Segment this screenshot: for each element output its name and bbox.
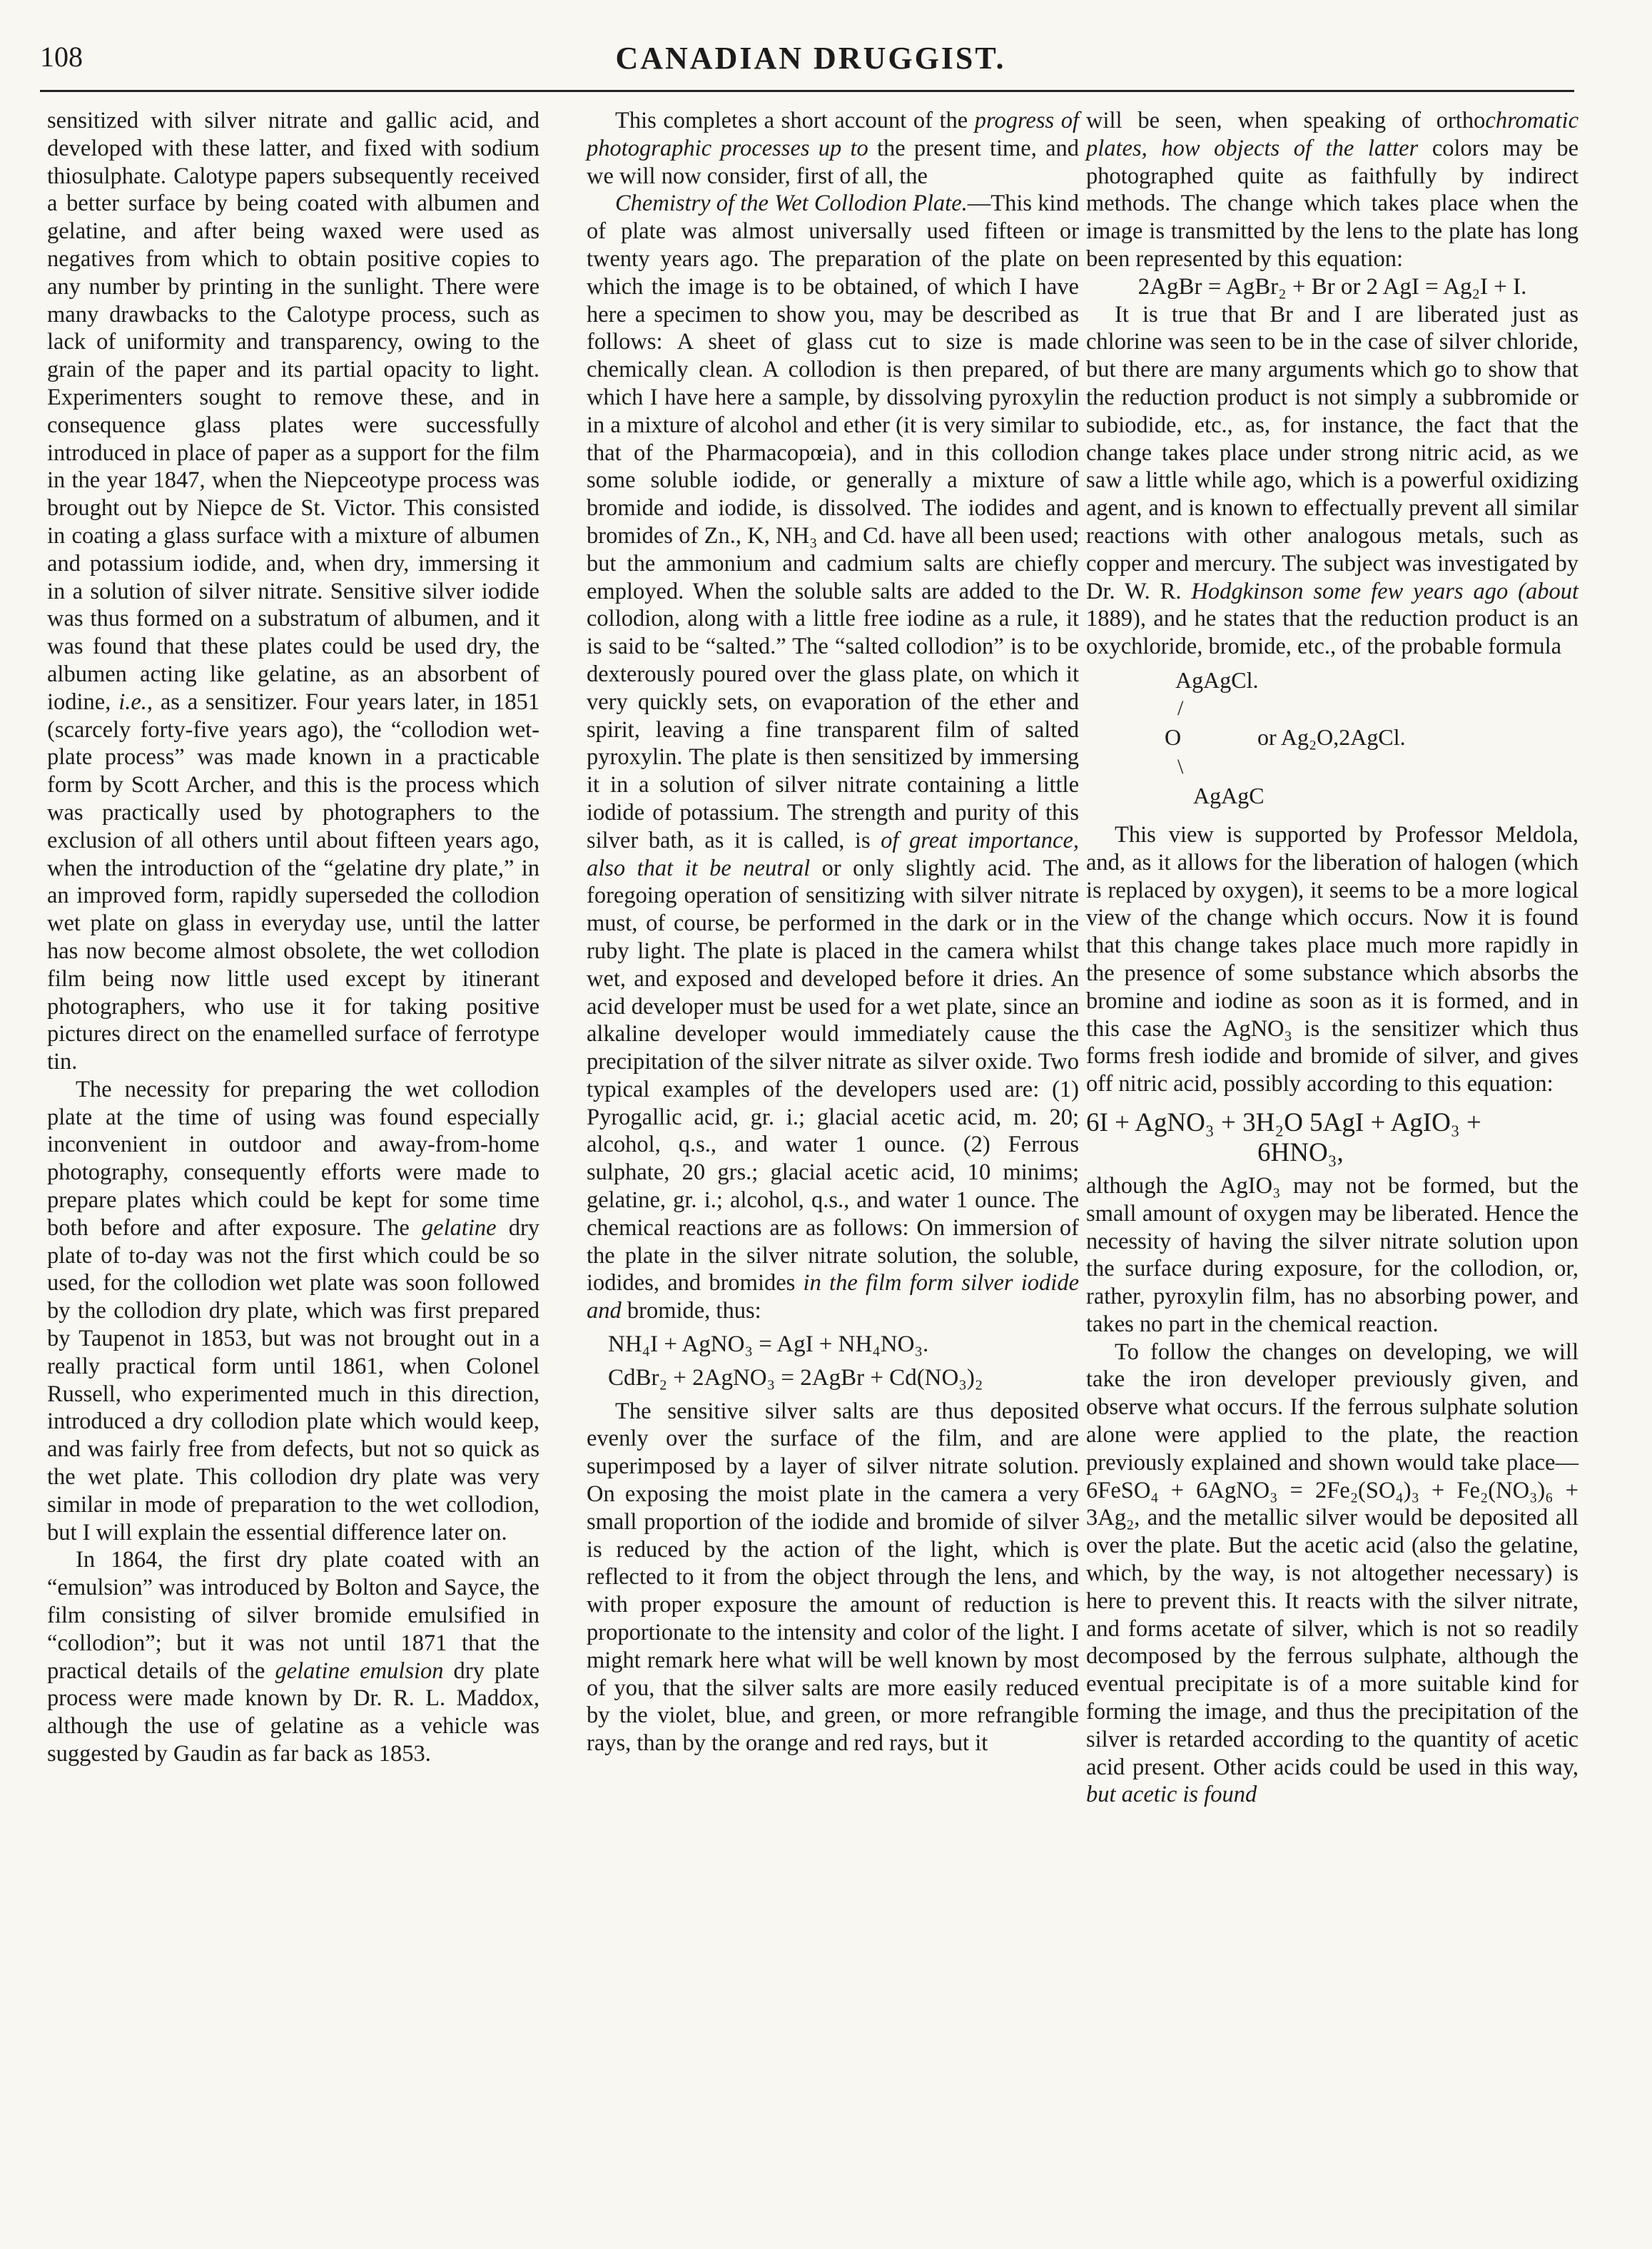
paragraph: The necessity for preparing the wet collodion plate at the time of using was found especially inconvenient in outdoor and away-from-home photography, consequently efforts were made to prepare plates which could be kept for some time both before and after exposure. The gelatine dry plate of to-day was not the first which could be so used, for the collodion wet plate was soon followed by the collodion dry plate, which was first prepared by Taupenot in 1853, but was not brought out in a really practical form until 1861, when Colonel Russell, who experimented much in this direction, introduced a dry collodion plate which would keep, and was fairly free from defects, but not so quick as the wet plate. This collodion dry plate was very similar in mode of preparation to the wet collodion, but I will explain the essential difference later on.: [47, 1076, 540, 1545]
equation: 6I + AgNO₃ + 3H₂O 5AgI + AgIO₃ + 6HNO₃,: [1086, 1107, 1481, 1167]
bond-line: /: [1177, 696, 1184, 720]
paragraph: will be seen, when speaking of orthochromatic plates, how objects of the latter colors may be photographed quite as faithfully by indirect methods. The change which takes place when the image is transmitted by the lens to the plate has long been represented by this equation:: [1086, 108, 1579, 272]
equation: 2AgBr = AgBr₂ + Br or 2 AgI = Ag₂I + I.: [1137, 273, 1527, 300]
paragraph: It is true that Br and I are liberated just as chlorine was seen to be in the case of silver chloride, but there are many arguments which go to show that the reduction product is not simply a subbromide or subiodide, etc., as, for instance, the fact that the change takes place under strong nitric acid, as we saw a little while ago, which is a powerful oxidizing agent, and is known to effectually prevent all similar reactions with other analogous metals, such as copper and mercury. The subject was investigated by Dr. W. R. Hodgkinson some few years ago (about 1889), and he states that the reduction product is an oxychloride, bromide, etc., of the probable formula: [1086, 301, 1578, 660]
structural-formula: [1086, 661, 1578, 821]
section-heading-paragraph: Chemistry of the Wet Collodion Plate.—This kind of plate was almost universally used fifteen or twenty years ago. The preparation of the plate on which the image is to be obtained, of which I have here a specimen to show you, may be described as follows: A sheet of glass cut to size is made chemically clean. A collodion is then prepared, of which I have here a sample, by dissolving pyroxylin in a mixture of alcohol and ether (it is very similar to that of the Pharmacopœia), and in this collodion some soluble iodide, or generally a mixture of bromide and iodide, is dissolved. The iodides and bromides of Zn., K, NH₃ and Cd. have all been used; but the ammonium and cadmium salts are chiefly employed. When the soluble salts are added to the collodion, along with a little free iodine as a rule, it is said to be “salted.” The “salted collodion” is to be dexterously poured over the glass plate, on which it very quickly sets, on evaporation of the ether and spirit, leaving a fine transparent film of salted pyroxylin. The plate is then sensitized by immersing it in a solution of silver nitrate containing a little iodide of potassium. The strength and purity of this silver bath, as it is called, is of great importance, also that it be neutral or only slightly acid. The foregoing operation of sensitizing with silver nitrate must, of course, be performed in the dark or in the ruby light. The plate is placed in the camera whilst wet, and exposed and developed before it dries. An acid developer must be used for a wet plate, since an alkaline developer would immediately cause the precipitation of the silver nitrate as silver oxide. Two typical examples of the developers used are: (1) Pyrogallic acid, gr. i.; glacial acetic acid, m. 20; alcohol, q.s., and water 1 ounce. (2) Ferrous sulphate, 20 grs.; glacial acetic acid, 10 minims; gelatine, gr. i.; alcohol, q.s., and water 1 ounce. The chemical reactions are as follows: On immersion of the plate in the silver nitrate solution, the soluble, iodides, and bromides in the film form silver iodide and bromide, thus:: [587, 191, 1080, 1324]
paragraph: This view is supported by Professor Meldola, and, as it allows for the liberation of halogen (which is replaced by oxygen), it seems to be a more logical view of the change which occurs. Now it is found that this change takes place much more rapidly in the presence of some substance which absorbs the bromine and iodine as soon as it is formed, and in this case the AgNO₃ is the sensitizer which thus forms fresh iodide and bromide of silver, and gives off nitric acid, possibly according to this equation:: [1086, 821, 1578, 1097]
header-rule: [40, 90, 1574, 92]
bond-line: \: [1177, 754, 1184, 778]
paragraph: The sensitive silver salts are thus deposited evenly over the surface of the film, and are superimposed by a layer of silver nitrate solution. On exposing the moist plate in the camera a very small proportion of the iodide and bromide of silver is reduced by the action of the light, which is reflected to it from the object through the lens, and with proper exposure the amount of reduction is proportionate to the intensity and color of the light. I might remark here what will be well known by most of you, that the silver salts are more easily reduced by the violet, blue, and green, or more refrangible rays, than by the orange and red rays, but it: [587, 1398, 1079, 1757]
formula-alternative: or Ag₂O,2AgCl.: [1257, 724, 1406, 750]
paragraph: To follow the changes on developing, we will take the iron developer previously given, and observe what occurs. If the ferrous sulphate solution alone were applied to the plate, the reaction previously explained and shown would take place— 6FeSO₄ + 6AgNO₃ = 2Fe₂(SO₄)₃ + Fe₂(NO₃)₆ + 3Ag₂, and the metallic silver would be deposited all over the plate. But the acetic acid (also the gelatine, which, by the way, is not altogether necessary) is here to prevent this. It reacts with the silver nitrate, and forms acetate of silver, which is not so readily decomposed by the ferrous sulphate, although the eventual precipitate is of a more suitable kind for forming the image, and thus the precipitation of the silver is retarded according to the quantity of acetic acid present. Other acids could be used in this way, but acetic is found: [1086, 1339, 1578, 1808]
equation: NH₄I + AgNO₃ = AgI + NH₄NO₃.: [608, 1331, 929, 1358]
paragraph: In 1864, the first dry plate coated with an “emulsion” was introduced by Bolton and Sayce, the film consisting of silver bromide emulsified in “collodion”; but it was not until 1871 that the practical details of the gelatine emulsion dry plate process were made known by Dr. R. L. Maddox, although the use of gelatine as a vehicle was suggested by Gaudin as far back as 1853.: [47, 1547, 539, 1767]
page-number: 108: [40, 41, 83, 73]
column-2: [587, 107, 1079, 1757]
page-header: [40, 40, 1581, 83]
formula-oxygen: O: [1165, 724, 1182, 750]
paragraph: sensitized with silver nitrate and gallic acid, and developed with these latter, and fixed with sodium thiosulphate. Calotype papers subsequently received a better surface by being coated with albumen and gelatine, and after being waxed were used as negatives from which to obtain positive copies to any number by printing in the sunlight. There were many drawbacks to the Calotype process, such as lack of uniformity and transparency, owing to the grain of the paper and its partial opacity to light. Experimenters sought to remove these, and in consequence glass plates were successfully introduced in place of paper as a support for the film in the year 1847, when the Niepceotype process was brought out by Niepce de St. Victor. This consisted in coating a glass surface with a mixture of albumen and potassium iodide, and, when dry, immersing it in a solution of silver nitrate. Sensitive silver iodide was thus formed on a substratum of albumen, and it was found that these plates could be used dry, the albumen acting like gelatine, as an absorbent of iodine, i.e., as a sensitizer. Four years later, in 1851 (scarcely forty-five years ago), the “collodion wet-plate process” was made known in a practicable form by Scott Archer, and this is the process which was practically used by photographers to the exclusion of all others until about fifteen years ago, when the introduction of the “gelatine dry plate,” in an improved form, rapidly superseded the collodion wet plate on glass in everyday use, until the latter has now become almost obsolete, the wet collodion film being now little used except by itinerant photographers, who use it for taking positive pictures direct on the enamelled surface of ferrotype tin.: [47, 108, 539, 1075]
paragraph: This completes a short account of the progress of photographic processes up to the present time, and we will now consider, first of all, the: [587, 108, 1080, 189]
formula-top: AgAgCl.: [1175, 666, 1259, 693]
equation: CdBr₂ + 2AgNO₃ = 2AgBr + Cd(NO₃)₂: [608, 1364, 983, 1391]
column-3: [1086, 107, 1578, 1809]
formula-bottom: AgAgC: [1193, 782, 1265, 808]
column-1: [47, 107, 539, 1768]
running-title: CANADIAN DRUGGIST.: [615, 41, 1006, 76]
paragraph: although the AgIO₃ may not be formed, but the small amount of oxygen may be liberated. Hence the necessity of having the silver nitrate solution upon the surface during exposure, for the collodion, or, rather, pyroxylin film, has no absorbing power, and takes no part in the chemical reaction.: [1086, 1172, 1578, 1337]
section-heading: Chemistry of the Wet Collodion Plate.: [615, 191, 968, 217]
